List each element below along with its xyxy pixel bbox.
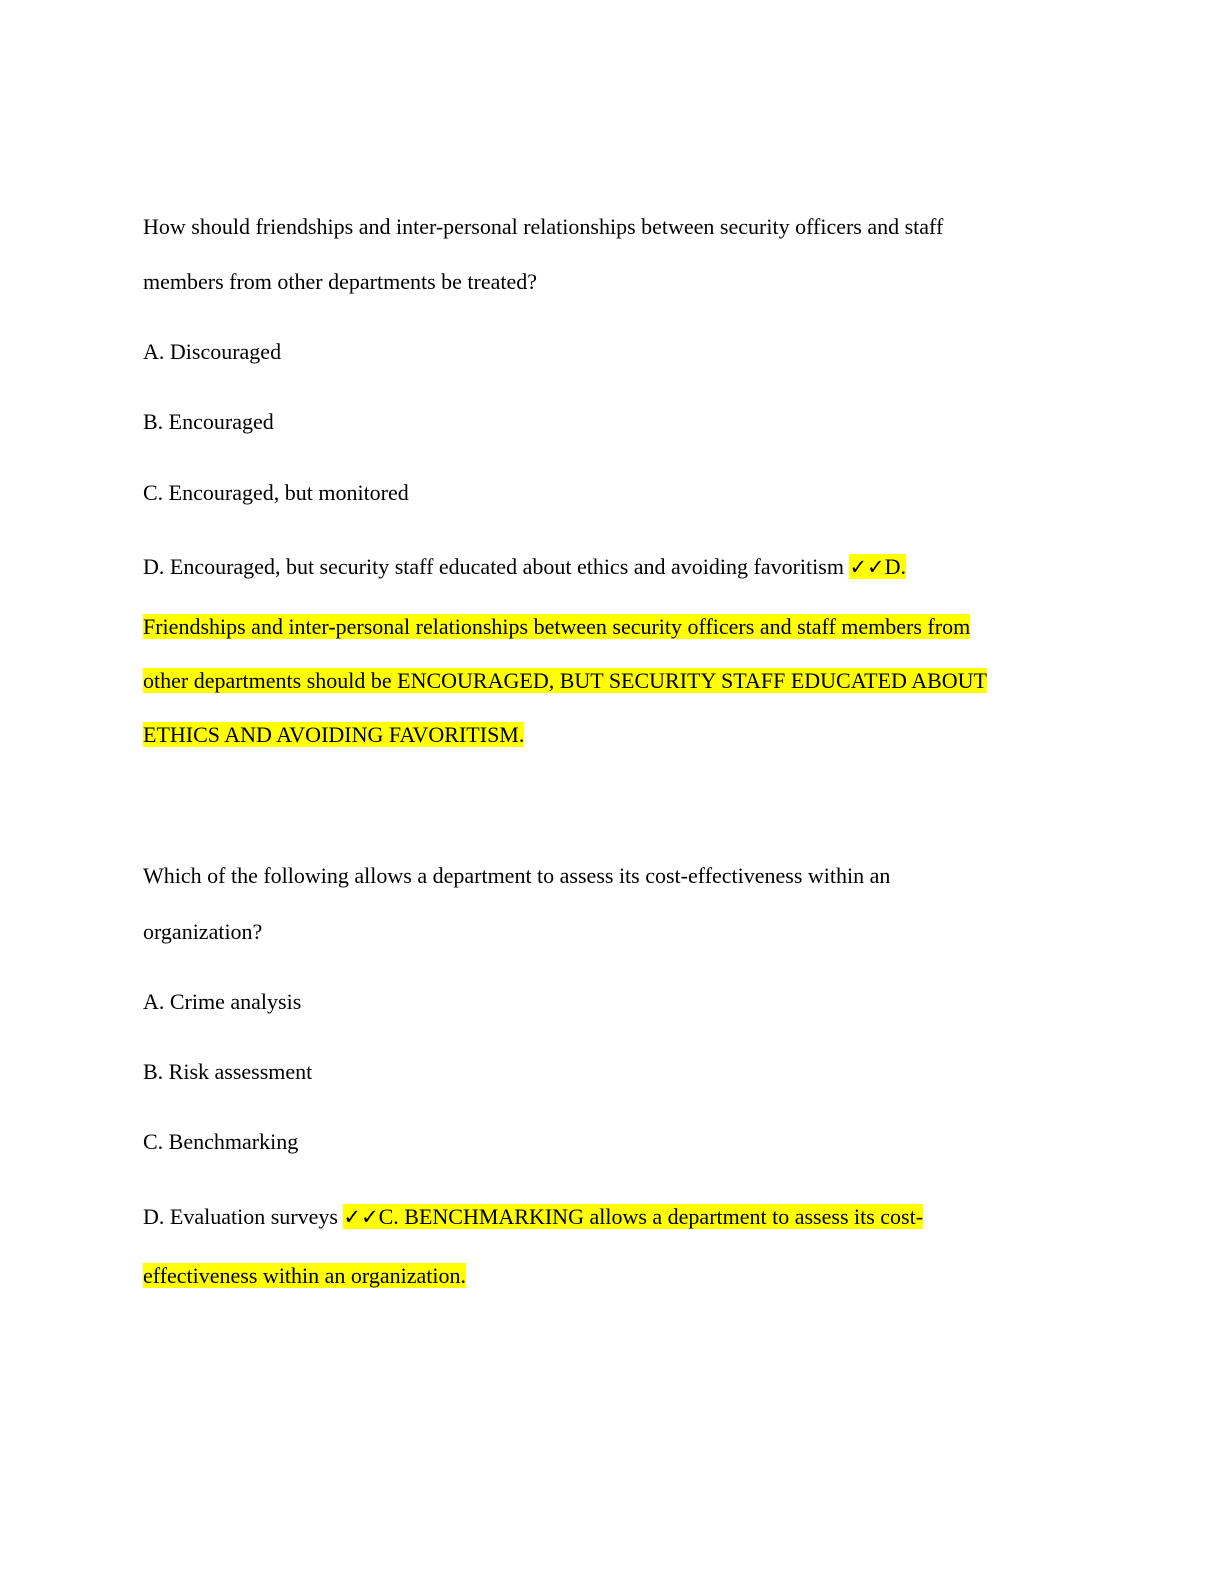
question-1-answer-line-3: other departments should be ENCOURAGED, BUT SECURITY STAFF EDUCATED ABOUT — [143, 668, 987, 693]
question-1-option-a: A. Discouraged — [143, 339, 282, 364]
question-1-option-d-row — [143, 554, 906, 580]
question-1-answer-highlight — [849, 554, 906, 579]
double-check-icon: ✓✓ — [343, 1205, 379, 1229]
question-2-answer-line-2-row — [143, 1263, 466, 1289]
question-2-answer-line-2: effectiveness within an organization. — [143, 1263, 466, 1288]
question-2-answer-highlight — [343, 1204, 923, 1229]
question-1-answer-line-3-row — [143, 668, 987, 694]
question-2-option-d: D. Evaluation surveys — [143, 1204, 344, 1229]
question-1-answer-line-4: ETHICS AND AVOIDING FAVORITISM. — [143, 722, 525, 747]
question-1-option-b: B. Encouraged — [143, 409, 274, 434]
question-2-option-d-row — [143, 1204, 923, 1230]
question-1-option-d: D. Encouraged, but security staff educated about ethics and avoiding favoritism — [143, 554, 850, 579]
question-2-option-a: A. Crime analysis — [143, 989, 302, 1014]
double-check-icon: ✓✓ — [849, 555, 885, 579]
question-2-stem-line-1: Which of the following allows a department to assess its cost-effectiveness within an — [143, 863, 891, 888]
question-1-stem-line-2: members from other departments be treated? — [143, 269, 538, 294]
question-1-answer-line-2: Friendships and inter-personal relationships between security officers and staff members from — [143, 614, 971, 639]
question-2-answer-line-1: C. BENCHMARKING allows a department to assess its cost- — [378, 1204, 924, 1229]
question-2-option-b: B. Risk assessment — [143, 1059, 313, 1084]
question-1-answer-line-4-row — [143, 722, 524, 748]
question-2-option-c: C. Benchmarking — [143, 1129, 299, 1154]
question-1-answer-line-1: D. — [884, 554, 907, 579]
question-2-stem-line-2: organization? — [143, 919, 263, 944]
question-1-option-c: C. Encouraged, but monitored — [143, 480, 409, 505]
question-1-answer-line-2-row — [143, 614, 970, 640]
question-1-stem-line-1: How should friendships and inter-personal relationships between security officers and staff — [143, 214, 944, 239]
